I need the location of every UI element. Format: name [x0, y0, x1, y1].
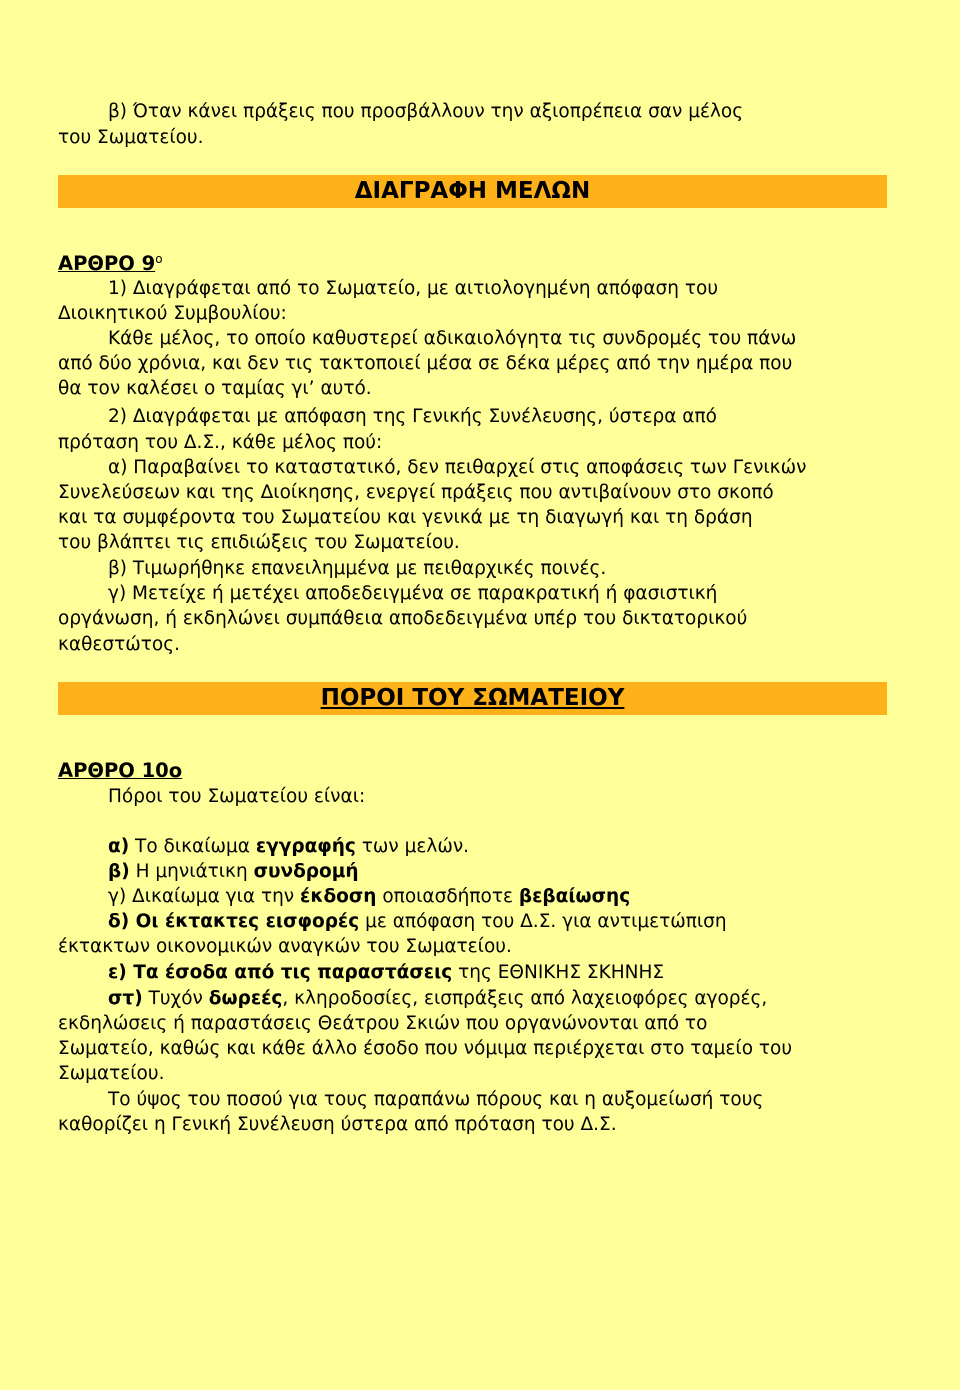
- article-heading-text: ΑΡΘΡΟ 9: [58, 252, 156, 275]
- section-band-resources: [58, 682, 887, 715]
- text-line: 1) Διαγράφεται από το Σωματείο, με αιτιολογημένη απόφαση του: [108, 278, 719, 299]
- text-line: α) Παραβαίνει το καταστατικό, δεν πειθαρχεί στις αποφάσεις των Γενικών: [108, 457, 807, 478]
- list-text: οποιασδήποτε: [376, 886, 519, 907]
- text-line: Σωματείο, καθώς και κάθε άλλο έσοδο που νόμιμα περιέρχεται στο ταμείο του: [58, 1038, 793, 1059]
- list-marker: β): [108, 861, 130, 882]
- text-line: Συνελεύσεων και της Διοίκησης, ενεργεί πράξεις που αντιβαίνουν στο σκοπό: [58, 482, 774, 503]
- text-line: 2) Διαγράφεται με απόφαση της Γενικής Συνέλευσης, ύστερα από: [108, 406, 717, 427]
- text-line: έκτακτων οικονομικών αναγκών του Σωματείου.: [58, 936, 512, 957]
- text-line: καθεστώτος.: [58, 634, 180, 655]
- section-title: ΔΙΑΓΡΑΦΗ ΜΕΛΩΝ: [354, 178, 591, 204]
- emphasis: δωρεές: [208, 988, 283, 1009]
- text-line: από δύο χρόνια, και δεν τις τακτοποιεί μέσα σε δέκα μέρες από την ημέρα που: [58, 353, 793, 374]
- emphasis: βεβαίωσης: [518, 886, 631, 907]
- list-item-f: [108, 986, 767, 1011]
- list-marker: α): [108, 836, 130, 857]
- text-line: του βλάπτει τις επιδιώξεις του Σωματείου.: [58, 532, 460, 553]
- text-line: β) Τιμωρήθηκε επανειλημμένα με πειθαρχικές ποινές.: [108, 558, 607, 579]
- text-line: γ) Μετείχε ή μετέχει αποδεδειγμένα σε παρακρατική ή φασιστική: [108, 583, 718, 604]
- emphasis: εγγραφής: [255, 836, 356, 857]
- list-text: των μελών.: [355, 836, 470, 857]
- emphasis: έκδοση: [300, 886, 377, 907]
- list-item-c: [108, 884, 630, 909]
- article-heading-text: ΑΡΘΡΟ 10ο: [58, 759, 183, 782]
- list-text: της ΕΘΝΙΚΗΣ ΣΚΗΝΗΣ: [452, 962, 665, 983]
- text-line: και τα συμφέροντα του Σωματείου και γενικά με τη διαγωγή και τη δράση: [58, 507, 753, 528]
- text-line: β) Όταν κάνει πράξεις που προσβάλλουν την αξιοπρέπεια σαν μέλος: [108, 101, 744, 122]
- list-marker: στ): [108, 988, 143, 1009]
- heading-superscript: ο: [155, 251, 163, 266]
- list-text: Τυχόν: [142, 988, 209, 1009]
- text-line: καθορίζει η Γενική Συνέλευση ύστερα από πρόταση του Δ.Σ.: [58, 1114, 617, 1135]
- list-item-a: [108, 834, 469, 859]
- text-line: Σωματείου.: [58, 1063, 165, 1084]
- text-line: του Σωματείου.: [58, 127, 204, 148]
- text-line: εκδηλώσεις ή παραστάσεις Θεάτρου Σκιών που οργανώνονται από το: [58, 1013, 708, 1034]
- emphasis: συνδρομή: [253, 861, 359, 882]
- section-title: ΠΟΡΟΙ ΤΟΥ ΣΩΜΑΤΕΙΟΥ: [320, 685, 625, 711]
- list-item-d: [108, 909, 727, 934]
- text-line: πρόταση του Δ.Σ., κάθε μέλος πού:: [58, 432, 383, 453]
- emphasis: δ) Οι έκτακτες εισφορές: [108, 911, 360, 932]
- list-item-b: [108, 859, 359, 884]
- article-heading: [58, 251, 163, 277]
- section-band-delete-members: [58, 175, 887, 208]
- text-line: Κάθε μέλος, το οποίο καθυστερεί αδικαιολόγητα τις συνδρομές του πάνω: [108, 328, 797, 349]
- text-line: Διοικητικού Συμβουλίου:: [58, 303, 287, 324]
- text-line: Πόροι του Σωματείου είναι:: [108, 786, 366, 807]
- article-heading: [58, 758, 182, 784]
- text-line: Το ύψος του ποσού για τους παραπάνω πόρους και η αυξομείωσή τους: [108, 1089, 764, 1110]
- text-line: θα τον καλέσει ο ταμίας γι’ αυτό.: [58, 378, 372, 399]
- list-item-e: [108, 960, 664, 985]
- list-text: , κληροδοσίες, εισπράξεις από λαχειοφόρες αγορές,: [282, 988, 768, 1009]
- emphasis: ε) Τα έσοδα από τις παραστάσεις: [108, 962, 453, 983]
- list-text: με απόφαση του Δ.Σ. για αντιμετώπιση: [359, 911, 727, 932]
- text-line: οργάνωση, ή εκδηλώνει συμπάθεια αποδεδειγμένα υπέρ του δικτατορικού: [58, 608, 748, 629]
- list-text: γ) Δικαίωμα για την: [108, 886, 301, 907]
- list-text: Η μηνιάτικη: [129, 861, 254, 882]
- list-text: Το δικαίωμα: [129, 836, 256, 857]
